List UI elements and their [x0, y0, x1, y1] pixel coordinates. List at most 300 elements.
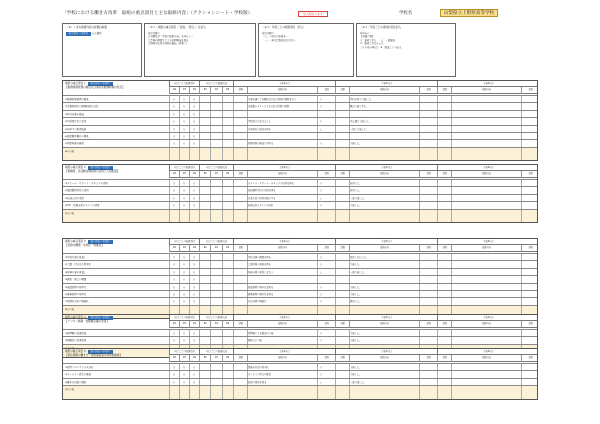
plan-cell[interactable]: ○: [172, 285, 176, 289]
result-text[interactable]: 学校行事の精選を図る: [248, 256, 271, 259]
year-subheader: R2: [169, 87, 179, 94]
table-row: [63, 110, 538, 117]
plan-cell[interactable]: ○: [172, 270, 176, 274]
plan-cell[interactable]: ○: [192, 105, 196, 109]
result-text[interactable]: 対応時間の明確化: [248, 300, 267, 304]
plan-cell[interactable]: ○: [182, 263, 186, 267]
result-text[interactable]: 年休取得の促進を図る: [248, 127, 271, 131]
intro-box-2-line: □業務の精選等による負担軽減を図る: [148, 38, 189, 42]
grid-line: [233, 148, 234, 161]
plan-cell[interactable]: ○: [172, 339, 176, 343]
result-note[interactable]: 見直しを行った。: [350, 256, 369, 259]
plan-cell[interactable]: ○: [172, 98, 176, 101]
year-subheader: R4: [222, 355, 233, 362]
grid-line: [179, 210, 180, 223]
plan-cell[interactable]: ○: [172, 112, 176, 116]
example-badge[interactable]: 記入例あります: [298, 11, 328, 17]
section-number: 取組の重点項目 3: [65, 240, 86, 243]
section-number: 取組の重点項目 1: [65, 82, 86, 85]
result-text[interactable]: 学校閉庁日を設定した: [248, 120, 271, 124]
result-text[interactable]: 事務処理の効率化を図る: [248, 293, 274, 296]
plan-cell[interactable]: ○: [192, 366, 196, 369]
row-label: ②部活動指導員の活用: [65, 189, 89, 193]
result-text[interactable]: 休憩時間の確保に努める: [248, 142, 274, 146]
plan-cell[interactable]: ○: [182, 196, 186, 200]
result-subheader: 詳細: [437, 355, 451, 362]
section-tag[interactable]: 取り組むべき項目: [88, 316, 113, 320]
year-subheader: R3: [179, 245, 189, 252]
result-note[interactable]: 実施した。: [350, 373, 362, 377]
plan-header: 年度ごとの取組項目: [169, 349, 199, 355]
year-subheader: R2: [199, 87, 210, 94]
result-subheader: 詳細: [437, 245, 451, 252]
result-eval[interactable]: ○: [320, 204, 323, 208]
year-subheader: R2: [199, 321, 210, 328]
table-row: [63, 297, 538, 304]
result-subheader: 詳細: [233, 87, 247, 94]
section-tag[interactable]: 取り組むべき項目: [88, 82, 113, 86]
result-eval[interactable]: ○: [320, 332, 323, 335]
result-note[interactable]: 周知した。: [350, 300, 362, 304]
grid-line: [419, 210, 420, 223]
grid-line: [210, 148, 211, 161]
plan-cell[interactable]: ○: [172, 127, 176, 131]
section-title: [63, 349, 169, 362]
year-subheader: R3: [210, 321, 221, 328]
result-subheader: 取組内容: [451, 171, 521, 178]
year-subheader: R2: [169, 171, 179, 178]
result-text[interactable]: 管理職による面談の実施: [248, 332, 274, 335]
intro-box-1: [62, 23, 142, 77]
intro-box-3-caption: （※３）年度ごとの取組項目（記入）: [262, 26, 306, 29]
section-number: 取組の重点項目 2: [65, 166, 86, 169]
row-label: ③その他: [65, 346, 75, 350]
row-label: ①スクール・サポート・スタッフの活用: [65, 182, 108, 185]
intro-box-2-line: □全職員が「学校の取組内容」を共有し…: [148, 35, 194, 38]
result-note[interactable]: 概ね実施できた。: [350, 105, 369, 109]
year-subheader: R4: [189, 87, 199, 94]
result-eval[interactable]: ○: [320, 98, 323, 101]
plan-cell[interactable]: ○: [192, 263, 196, 267]
table-row: [63, 283, 538, 290]
grid-line: [199, 148, 200, 161]
section-subtitle: 【新任期間の働き方・新型取組等の効率的推進】: [65, 354, 123, 357]
result-subheader: 詳細: [335, 171, 349, 178]
plan-cell[interactable]: ○: [192, 293, 196, 296]
result-eval[interactable]: △: [320, 196, 322, 200]
result-eval[interactable]: ○: [320, 120, 323, 124]
year-header: 令和3年度: [335, 315, 437, 321]
plan-cell[interactable]: ○: [172, 182, 176, 185]
result-header: 年度ごとの達成状況: [199, 81, 233, 87]
year-subheader: R4: [222, 321, 233, 328]
row-label: ⑧その他: [65, 149, 75, 153]
grid-line: [199, 386, 200, 399]
grid-line: [317, 148, 318, 161]
plan-cell[interactable]: ○: [182, 373, 186, 377]
result-text[interactable]: 年間を通じて客観的な在校等時間の把握を行う: [248, 98, 297, 101]
intro-box-3-line: 年度目標に: [262, 31, 274, 35]
plan-cell[interactable]: ○: [192, 332, 196, 335]
result-subheader: 評価: [317, 321, 335, 328]
row-label: ③休日出勤の縮減: [65, 112, 84, 116]
row-label: ②教職員の意識改革: [65, 339, 87, 343]
result-text[interactable]: 校務分掌の見直しを行う: [248, 270, 274, 274]
result-subheader: 取組内容: [349, 321, 419, 328]
grid-line: [317, 210, 318, 223]
result-eval[interactable]: △: [320, 270, 322, 274]
plan-cell[interactable]: ○: [172, 263, 176, 267]
row-label: ⑤その他: [65, 211, 75, 215]
result-text[interactable]: 感染症対策の効率化: [248, 366, 269, 369]
grid-line: [179, 148, 180, 161]
grid-line: [189, 148, 190, 161]
result-eval[interactable]: ○: [320, 142, 323, 146]
header: [62, 10, 538, 20]
result-eval[interactable]: ○: [320, 339, 323, 343]
intro-box-3-line: 「○」…年度の取組を…: [262, 35, 288, 38]
result-subheader: 取組内容: [247, 321, 317, 328]
year-header: 令和2年度: [233, 315, 335, 321]
plan-cell[interactable]: ○: [192, 189, 196, 193]
plan-cell[interactable]: ○: [192, 142, 196, 146]
result-subheader: 詳細: [233, 321, 247, 328]
plan-cell[interactable]: ○: [172, 196, 176, 200]
result-eval[interactable]: ○: [320, 373, 323, 377]
plan-cell[interactable]: ○: [192, 380, 196, 384]
year-subheader: R4: [189, 171, 199, 178]
intro-box-2-line: □時間外在校等時間の縮減（年間…）: [148, 42, 189, 45]
result-subheader: 取組内容: [349, 87, 419, 94]
year-header: 令和2年度: [233, 349, 335, 355]
intro-box-4-line: （その他の場合） ※（見直し）の記入: [360, 45, 402, 49]
result-note[interactable]: 学校全体で実施した。: [350, 98, 373, 101]
result-note[interactable]: 実施した。: [350, 285, 362, 289]
result-subheader: 詳細: [233, 355, 247, 362]
grid-line: [210, 386, 211, 399]
grid-line: [247, 386, 248, 399]
school-name-field[interactable]: 山梨県立上野原高等学校: [440, 9, 498, 17]
row-label: ⑦保護者対応の明確化: [65, 300, 89, 304]
grid-line: [335, 148, 336, 161]
result-note[interactable]: 実施した。: [350, 332, 362, 335]
plan-cell[interactable]: ○: [172, 256, 176, 259]
result-note[interactable]: 一部で実施した。: [350, 127, 369, 131]
plan-cell[interactable]: ○: [172, 120, 176, 124]
result-subheader: 取組内容: [451, 87, 521, 94]
plan-cell[interactable]: ○: [182, 112, 186, 116]
grid-line: [233, 210, 234, 223]
row-label: ①新型コロナウイルス対応: [65, 366, 94, 369]
intro-box-4-line: 年度末に: [360, 31, 370, 35]
row-label: ⑤成績処理の効率化: [65, 285, 87, 289]
plan-cell[interactable]: ○: [192, 98, 196, 101]
row-label: ③校務分掌の見直し: [65, 270, 87, 274]
result-note[interactable]: 実施した。: [350, 366, 362, 369]
result-text[interactable]: 校務支援システムの活用: [248, 204, 274, 208]
plan-cell[interactable]: ○: [182, 293, 186, 296]
section-tag[interactable]: 取り組むべき項目: [88, 166, 113, 170]
school-label: 学校名: [399, 11, 413, 16]
result-eval[interactable]: ○: [320, 285, 323, 289]
result-note[interactable]: 実施した。: [350, 339, 362, 343]
table-row: [63, 147, 538, 161]
plan-cell[interactable]: ○: [192, 135, 196, 138]
year-subheader: R2: [169, 245, 179, 252]
result-subheader: 評価: [317, 87, 335, 94]
plan-cell[interactable]: ○: [182, 142, 186, 146]
grid-line: [199, 210, 200, 223]
plan-header: 年度ごとの取組項目: [169, 239, 199, 245]
plan-cell[interactable]: ○: [172, 142, 176, 146]
plan-cell[interactable]: ○: [192, 285, 196, 289]
intro-box-2-line: 年度目標に: [148, 31, 160, 35]
grid-line: [222, 386, 223, 399]
section-number: 取組の重点項目 4: [65, 316, 86, 319]
result-eval[interactable]: △: [320, 380, 322, 384]
result-eval[interactable]: ○: [320, 293, 323, 296]
plan-cell[interactable]: ○: [192, 278, 196, 282]
plan-cell[interactable]: ○: [182, 135, 186, 138]
section-1: [62, 80, 538, 161]
plan-cell[interactable]: ○: [172, 105, 176, 109]
grid-line: [521, 210, 522, 223]
table-row: [63, 275, 538, 282]
section-title: [63, 165, 169, 178]
plan-cell[interactable]: ○: [192, 182, 196, 185]
result-subheader: 取組内容: [247, 171, 317, 178]
plan-cell[interactable]: ○: [172, 373, 176, 377]
year-subheader: R4: [222, 245, 233, 252]
result-text[interactable]: 研修会の実施: [248, 339, 262, 343]
row-label: ②オンライン授業の推進: [65, 373, 91, 377]
plan-cell[interactable]: ○: [182, 278, 186, 282]
result-subheader: 詳細: [335, 245, 349, 252]
row-label: ⑧その他: [65, 307, 75, 311]
plan-cell[interactable]: ○: [192, 373, 196, 377]
grid-line: [210, 210, 211, 223]
grid-line: [179, 386, 180, 399]
grid-line: [335, 210, 336, 223]
plan-cell[interactable]: ○: [192, 339, 196, 343]
table-row: [63, 268, 538, 275]
result-note[interactable]: 予定通り実施した。: [350, 120, 371, 124]
result-header: 年度ごとの達成状況: [199, 239, 233, 245]
result-subheader: 取組内容: [451, 355, 521, 362]
plan-cell[interactable]: ○: [172, 204, 176, 208]
table-row: [63, 186, 538, 193]
year-subheader: R2: [199, 245, 210, 252]
result-text[interactable]: 取組の周知を図る: [248, 380, 267, 384]
year-subheader: R2: [169, 321, 179, 328]
result-subheader: 取組内容: [247, 245, 317, 252]
row-label: ①管理職の意識改革: [65, 332, 87, 335]
plan-cell[interactable]: ○: [172, 380, 176, 384]
intro-box-1-tail: から選択: [91, 31, 102, 35]
year-subheader: R3: [179, 87, 189, 94]
row-label: ⑥事務処理の効率化: [65, 293, 87, 296]
year-subheader: R2: [199, 355, 210, 362]
row-label: ⑤年休等の取得促進: [65, 127, 87, 131]
result-eval[interactable]: ○: [320, 256, 323, 259]
result-subheader: 取組内容: [247, 87, 317, 94]
intro-box-1-caption: （※）くまな取組内容の詳細は取組: [66, 26, 108, 29]
plan-cell[interactable]: ○: [172, 278, 176, 282]
result-subheader: 詳細: [437, 171, 451, 178]
result-note[interactable]: 実施した。: [350, 204, 362, 208]
plan-cell[interactable]: ○: [182, 300, 186, 304]
year-header: 令和3年度: [335, 239, 437, 245]
result-text[interactable]: 外部人材の活用を検討する: [248, 196, 276, 200]
plan-cell[interactable]: ○: [172, 189, 176, 193]
plan-cell[interactable]: ○: [182, 105, 186, 109]
table-row: [63, 102, 538, 109]
plan-cell[interactable]: ○: [182, 98, 186, 101]
section-title: [63, 315, 169, 328]
result-note[interactable]: 活用した。: [350, 189, 362, 193]
plan-cell[interactable]: ○: [182, 339, 186, 343]
year-header: 令和2年度: [233, 165, 335, 171]
result-eval[interactable]: ○: [320, 300, 323, 304]
row-label: ③外部人材の活用: [65, 196, 84, 200]
section-tag[interactable]: 取り組むべき項目: [88, 240, 113, 244]
plan-cell[interactable]: ○: [192, 300, 196, 304]
plan-cell[interactable]: ○: [182, 332, 186, 335]
grid-line: [233, 386, 234, 399]
result-subheader: 詳細: [335, 355, 349, 362]
plan-cell[interactable]: ○: [182, 182, 186, 185]
result-subheader: 評価: [521, 245, 538, 252]
plan-cell[interactable]: ○: [192, 270, 196, 274]
plan-cell[interactable]: ○: [192, 204, 196, 208]
result-eval[interactable]: ○: [320, 263, 323, 267]
grid-line: [349, 386, 350, 399]
year-subheader: R2: [169, 355, 179, 362]
row-label: ⑥部活動休養日の徹底: [65, 135, 89, 138]
grid-line: [419, 148, 420, 161]
row-label: ③働き方改革の推進: [65, 380, 87, 384]
result-note[interactable]: 実施した。: [350, 293, 362, 296]
row-label: ④ICT・校務支援システムの活用: [65, 204, 100, 208]
section-title: [63, 239, 169, 252]
intro-box-4-caption: （※４）年度ごとの達成状況注記入: [360, 26, 402, 29]
plan-cell[interactable]: ○: [192, 120, 196, 124]
plan-cell[interactable]: ○: [182, 285, 186, 289]
plan-cell[interactable]: ○: [172, 293, 176, 296]
plan-cell[interactable]: ○: [192, 196, 196, 200]
plan-cell[interactable]: ○: [172, 366, 176, 369]
result-note[interactable]: 一部実施した。: [350, 196, 367, 200]
result-eval[interactable]: ○: [320, 366, 323, 369]
plan-cell[interactable]: ○: [172, 135, 176, 138]
result-eval[interactable]: ○: [320, 105, 323, 109]
intro-box-3-line: 「－」…年度は取組を行わない: [262, 38, 296, 42]
result-subheader: 取組内容: [451, 245, 521, 252]
year-subheader: R3: [210, 245, 221, 252]
result-subheader: 取組内容: [247, 355, 317, 362]
grid-line: [451, 210, 452, 223]
table-row: [63, 201, 538, 208]
year-subheader: R4: [222, 171, 233, 178]
intro-box-4-line: ×：達成できなかった: [360, 42, 384, 45]
grid-line: [437, 148, 438, 161]
table-row: [63, 378, 538, 385]
plan-cell[interactable]: ○: [192, 256, 196, 259]
plan-cell[interactable]: ○: [182, 127, 186, 131]
grid-line: [169, 210, 170, 223]
result-text[interactable]: 部活動指導員の活用を図る: [248, 189, 276, 193]
result-note[interactable]: 活用した。: [350, 182, 362, 185]
result-subheader: 評価: [521, 355, 538, 362]
result-text[interactable]: 会議時間の短縮を図る: [248, 263, 271, 267]
result-note[interactable]: 一部実施した。: [350, 380, 367, 384]
intro-box-4-line: ○：達成できた △：一部達成: [360, 38, 396, 42]
plan-cell[interactable]: ○: [182, 120, 186, 124]
grid-line: [222, 210, 223, 223]
plan-cell[interactable]: ○: [182, 204, 186, 208]
grid-line: [335, 386, 336, 399]
plan-header: 年度ごとの取組項目: [169, 81, 199, 87]
plan-cell[interactable]: ○: [182, 270, 186, 274]
table-row: [63, 385, 538, 399]
plan-cell[interactable]: ○: [172, 300, 176, 304]
result-text[interactable]: 成績処理の効率化を図る: [248, 285, 274, 289]
result-text[interactable]: 出退勤システムによる在校等時間の把握: [248, 105, 290, 109]
section-title: [63, 81, 169, 94]
year-header: 令和3年度: [335, 81, 437, 87]
grid-line: [451, 148, 452, 161]
plan-cell[interactable]: ○: [182, 366, 186, 369]
plan-cell[interactable]: ○: [182, 380, 186, 384]
result-note[interactable]: 実施した。: [350, 142, 362, 146]
year-subheader: R3: [210, 355, 221, 362]
grid-line: [521, 386, 522, 399]
plan-header: 年度ごとの取組項目: [169, 165, 199, 171]
result-eval[interactable]: ○: [320, 189, 323, 193]
section-subtitle: 【勤務時間管理の徹底及び適切な勤務時間の設定】: [65, 86, 125, 89]
result-text[interactable]: スクール・サポート・スタッフの活用を図る: [248, 182, 294, 185]
year-subheader: R4: [222, 87, 233, 94]
intro-box-1-tag: 取り組むべき項目: [66, 32, 91, 36]
year-header: 令和4年度: [437, 239, 538, 245]
grid-line: [169, 386, 170, 399]
result-eval[interactable]: ○: [320, 182, 323, 185]
grid-line: [247, 210, 248, 223]
section-subtitle: 【アフター教職・管理職意識の改善】: [65, 320, 109, 323]
result-subheader: 評価: [419, 87, 437, 94]
result-eval[interactable]: △: [320, 127, 322, 131]
plan-cell[interactable]: ○: [182, 189, 186, 193]
result-text[interactable]: オンライン授業の推進: [248, 373, 271, 377]
year-subheader: R2: [199, 171, 210, 178]
section-5: [62, 348, 538, 400]
row-label: ②会議・打合せの効率化: [65, 263, 92, 267]
year-subheader: R3: [179, 171, 189, 178]
plan-cell[interactable]: ○: [192, 112, 196, 116]
plan-cell[interactable]: ○: [192, 127, 196, 131]
year-header: 令和2年度: [233, 81, 335, 87]
result-subheader: 評価: [419, 321, 437, 328]
year-header: 令和3年度: [335, 349, 437, 355]
result-subheader: 詳細: [437, 321, 451, 328]
result-note[interactable]: 一部実施した。: [350, 270, 367, 274]
plan-cell[interactable]: ○: [182, 256, 186, 259]
section-tag[interactable]: 取り組むべき項目: [88, 350, 113, 354]
plan-cell[interactable]: ○: [172, 332, 176, 335]
result-note[interactable]: 実施した。: [350, 263, 362, 267]
row-label: ④学校閉庁日の設定: [65, 120, 87, 124]
year-subheader: R4: [189, 321, 199, 328]
